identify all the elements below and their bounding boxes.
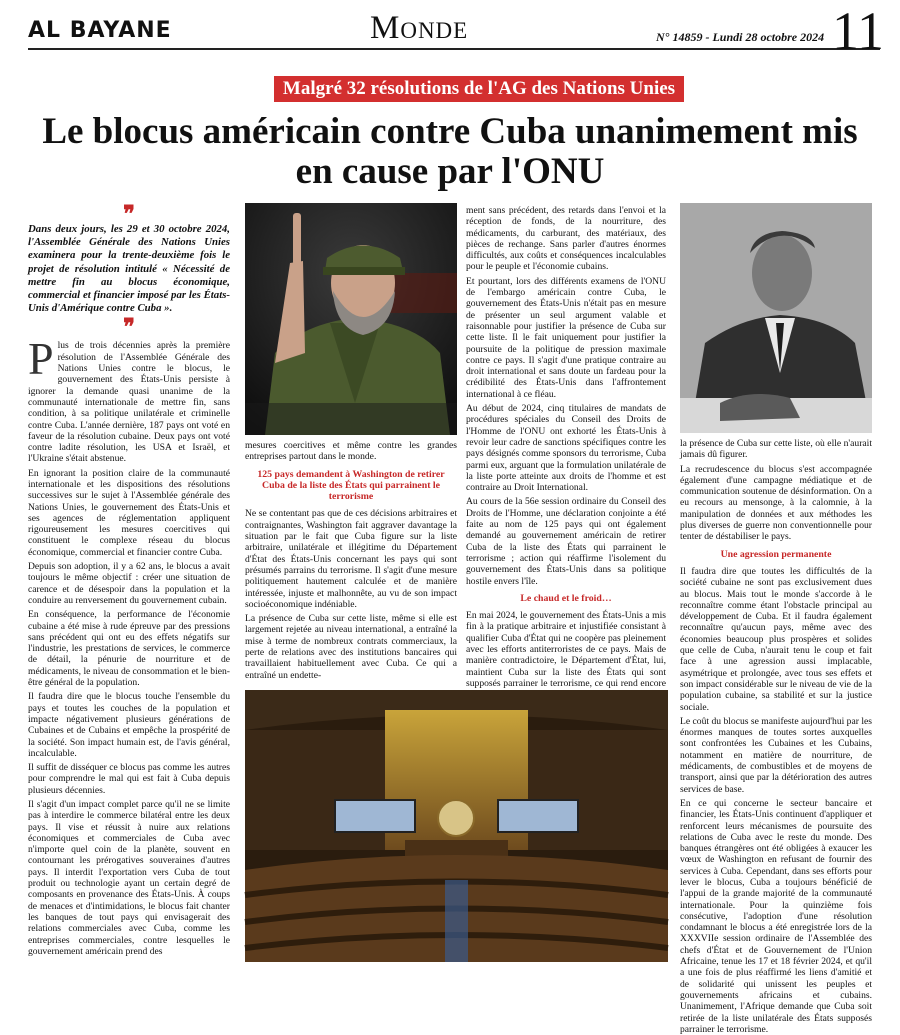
column-4 [680,438,872,1035]
subheading-agression: Une agression permanente [720,548,832,560]
paragraph: La recrudescence du blocus s'est accompagnée également d'une campagne médiatique et de communication soutenue de désinformation. On a eu recours au mensonge, à la calomnie, à la manipulation de données et aux méthodes les plus diverses de guerre non conventionnelle pour tenter de déstabiliser le pays. [680,463,872,543]
close-quote-icon: ❞ [123,314,135,340]
paragraph: Et pourtant, lors des différents examens de l'ONU de l'embargo américain contre Cuba, le gouvernement des États-Unis n'était pas en mesure de présenter un seul argument valable et raisonnable pour justifier la présence de Cuba sur cette liste. Il le fait uniquement pour justifier la poursuite de la politique de pression maximale contre ce pays. Il s'agit d'une pratique contraire au droit international et sans doute un fardeau pour la crédibilité des États-Unis dans l'affrontement international à ce fléau. [466,275,666,400]
drop-cap: P [28,333,54,385]
photo-speaker [245,203,457,435]
paragraph: la présence de Cuba sur cette liste, où elle n'aurait jamais dû figurer. [680,438,872,461]
section-title: Monde [370,10,469,46]
paragraph: Au cours de la 56e session ordinaire du Conseil des Droits de l'Homme, une déclaration conjointe a été faite au nom de 125 pays qui ont également demandé au gouvernement américain de retirer Cuba de la liste des États qui parrainent le terrorisme ; action qui réaffirme l'isolement du gouvernement des États-Unis dans sa politique hostile envers l'île. [466,496,666,587]
paragraph: ment sans précédent, des retards dans l'envoi et la réception de fonds, de la nourriture, des médicaments, du carburant, des matériaux, des pièces de rechange. Sans parler d'autres énormes difficultés, aux coûts et conséquences incalculables pour le peuple et l'économie cubains. [466,205,666,273]
paragraph: Il s'agit d'un impact complet parce qu'il ne se limite pas à interdire le commerce bilatéral entre les deux pays. Il vise et réussit à nuire aux relations économiques et commerciales de Cuba avec n'importe quel coin de la planète, souvent en contournant les prérogatives souveraines d'autres pays. Il interdit l'exportation vers Cuba de tout produit ou technologie ayant un certain degré de composants en provenance des États-Unis. À coups de menaces et d'intimidations, le blocus fait chanter les banques de tout pays qui envisagerait des relations commerciales avec Cuba, comme les entreprises commerciales, contre lesquelles le gouvernement américain prend des [28,799,230,957]
paragraph: Il suffit de disséquer ce blocus pas comme les autres pour comprendre le mal qui est fait à Cuba depuis plusieurs décennies. [28,762,230,796]
paragraph: Plus de trois décennies après la première résolution de l'Assemblée Générale des Nations Unies contre le blocus, le gouvernement des États-Unis persiste à ignorer la demande quasi unanime de la communauté internationale de mettre fin, sans condition, à sa politique unilatérale et criminelle contre Cuba. L'année dernière, 187 pays ont voté en faveur de la résolution cubaine. Deux pays ont voté contre ladite résolution, les USA et Israël, et l'Ukraine s'était abstenue. [28,333,230,465]
subheading-125-pays: 125 pays demandent à Washington de retirer Cuba de la liste des États qui parrainent le terrorisme [257,468,445,503]
paragraph: En ignorant la position claire de la communauté internationale et les dispositions des résolutions successives sur le sujet à l'Assemblée générale des Nations Unies, le gouvernement des États-Unis et ses agences de réglementation appliquent rigoureusement les mesures coercitives qui constituent le complexe réseau du blocus économique, commercial et financier contre Cuba. [28,467,230,558]
page-number: 11 [832,1,884,61]
column-1 [28,201,230,965]
article-lead: Dans deux jours, les 29 et 30 octobre 2024, l'Assemblée Générale des Nations Unies examinera pour la trente-deuxième fois le projet de résolution intitulé « Nécessité de mettre fin au blocus économique, commercial et financier imposé par les États-Unis d'Amérique contre Cuba ». [28,223,230,315]
paragraph: La présence de Cuba sur cette liste, même si elle est largement rejetée au niveau international, a entraîné la mise à terme de nombreux contrats commerciaux, la perte de relations avec des institutions bancaires qui travaillaient habituellement avec Cuba. Ce qui a entraîné un endette- [245,613,457,681]
paragraph: Il faudra dire que toutes les difficultés de la société cubaine ne sont pas exclusivement dues au blocus. Mais tout le monde s'accorde à le reconnaître comme étant l'obstacle principal au développement de Cuba. Et il faudra également reconnaître qu'aucun pays, même avec des économies beaucoup plus prospères et solides que celle de Cuba, n'aurait tenu le coup et fait face à une agression aussi implacable, asymétrique et prolongée, avec tous ses effets et son impact considérable sur le niveau de vie de la population cubaine, sa stabilité et sur la justice sociale. [680,565,872,713]
paragraph: Il faudra dire que le blocus touche l'ensemble du pays et toutes les couches de la population et impacte négativement plusieurs générations de Cubaines et de Cubains et empêche la prospérité de la société. Son impact humain est, de l'avis général, incalculable. [28,691,230,759]
paragraph: mesures coercitives et même contre les grandes entreprises partout dans le monde. [245,440,457,463]
issue-info: N° 14859 - Lundi 28 octobre 2024 [656,30,825,44]
masthead [28,1,884,61]
article-kicker: Malgré 32 résolutions de l'AG des Nations Unies [274,76,684,102]
photo-portrait [680,203,872,433]
paragraph: En ce qui concerne le secteur bancaire et financier, les États-Unis continuent d'appliquer et renforcent leurs mécanismes de poursuite des relations de Cuba avec le reste du monde. Des banques étrangères ont été obligées à exaucer les vœux de Washington en refusant de fournir des services à Cuba. Cependant, dans ses efforts pour lever le blocus, Cuba a toujours bénéficié de l'appui de la grande majorité de la communauté internationale. Pour la quinzième fois consécutive, l'adoption d'une résolution condamnant le blocus a été enregistrée lors de la XXXVIIe session ordinaire de l'Assemblée des chefs d'État et de Gouvernement de l'Union Africaine, tenue les 17 et 18 février 2024, et qu'il a une fois de plus réaffirmé les liens d'amitié et de solidarité qui unissent les peuples et gouvernements africains et cubains. Unanimement, l'Afrique demande que Cuba soit retirée de la liste unilatérale des États supposés parrainer le terrorisme. [680,797,872,1035]
photo-general-assembly [245,690,668,962]
paragraph: Ne se contentant pas que de ces décisions arbitraires et contraignantes, Washington fait aggraver davantage la situation par le fait que Cuba figure sur la liste arbitraire, unilatérale et illégitime du Département d'État des États-Unis concernant les pays qui sont présumés parrains du terrorisme. Il s'agit d'une mesure politiquement hautement calculée et de manière intéressée, injuste et malhonnête, au vu de son impact socioéconomique indéniable. [245,508,457,610]
column-3 [466,205,666,689]
paragraph: Au début de 2024, cinq titulaires de mandats de procédures spéciales du Conseil des Droits de l'Homme de l'ONU ont exhorté les États-Unis à revoir leur cadre de sanctions spécifiques contre les pays désignés comme sponsors du terrorisme, Cuba parmi eux, arguant que la formulation unilatérale de la liste porte atteinte aux droits de l'homme et est contraire au Droit International. [466,403,666,494]
paragraph: Le coût du blocus se manifeste aujourd'hui par les énormes manques de toutes sortes auxquelles sont confrontées les Cubaines et les Cubains, notamment en matière de nourriture, de médicaments, de combustibles et de moyens de transport, ainsi que par la détérioration des autres services de base. [680,715,872,795]
article-headline: Le blocus américain contre Cuba unanimement mis en cause par l'ONU [42,111,858,192]
subheading-chaud-froid: Le chaud et le froid… [520,592,612,604]
column-2 [245,440,457,683]
newspaper-brand: AL BAYANE [28,18,172,43]
open-quote-icon: ❞ [123,201,135,226]
paragraph: En mai 2024, le gouvernement des États-Unis a mis fin à la pratique arbitraire et injustifiée consistant à qualifier Cuba d'État qui ne coopère pas pleinement avec les efforts antiterroristes de ce pays. Mais de manière contradictoire, le Département d'État, lui, maintient Cuba sur la liste des États qui sont supposés parrainer le terrorisme, ce qui rend encore [466,610,666,689]
paragraph: Depuis son adoption, il y a 62 ans, le blocus a avait toujours le même objectif : créer une situation de carence et de désespoir dans la population et la conduire au renversement du gouvernement cubain. [28,561,230,606]
paragraph: En conséquence, la performance de l'économie cubaine a été mise à rude épreuve par des pressions sans précédent qui ont eu des effets négatifs sur l'industrie, les prestations de services, le commerce de détail, la pénurie de nourriture et de médicaments, le niveau de consommation et le bien-être général de la population. [28,609,230,689]
